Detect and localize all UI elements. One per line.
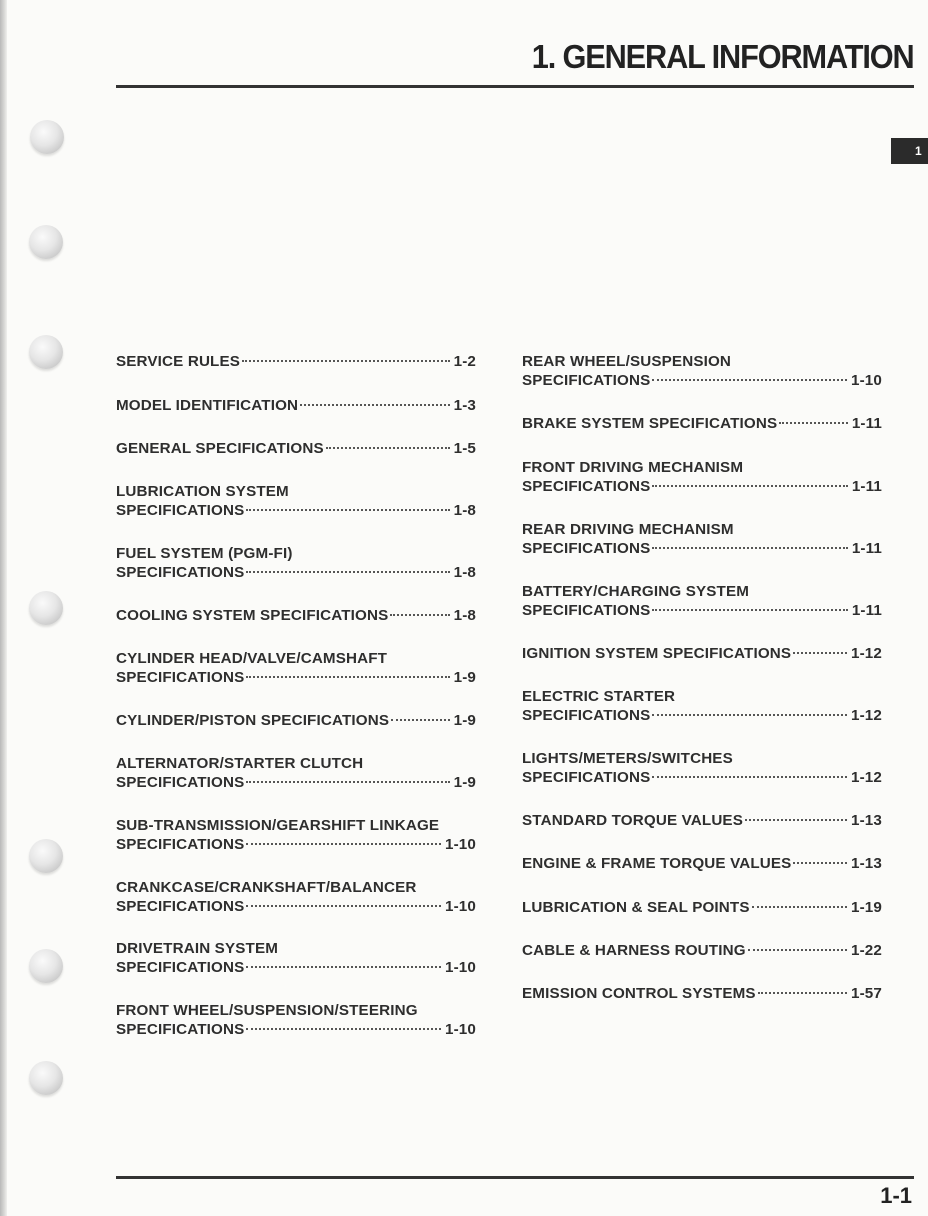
toc-entry-title-line1: LIGHTS/METERS/SWITCHES <box>522 750 733 767</box>
dot-leader <box>652 379 847 381</box>
toc-entry[interactable] <box>116 606 476 625</box>
toc-entry-title-line1: FRONT WHEEL/SUSPENSION/STEERING <box>116 1002 418 1019</box>
toc-entry-title: SPECIFICATIONS <box>116 1021 245 1038</box>
toc-entry-title: SPECIFICATIONS <box>522 769 651 786</box>
toc-entry-title-line1: CRANKCASE/CRANKSHAFT/BALANCER <box>116 879 417 896</box>
toc-entry-title: STANDARD TORQUE VALUES <box>522 812 743 829</box>
toc-entry-row <box>116 501 476 520</box>
toc-entry[interactable] <box>116 352 476 371</box>
dot-leader <box>246 781 449 783</box>
toc-entry[interactable] <box>522 898 882 917</box>
toc-entry[interactable] <box>522 984 882 1003</box>
toc-entry[interactable] <box>522 687 882 725</box>
toc-entry-title: SPECIFICATIONS <box>116 774 245 791</box>
toc-entry[interactable] <box>522 941 882 960</box>
toc-entry-row <box>116 352 476 371</box>
dot-leader <box>246 1028 441 1030</box>
dot-leader <box>652 547 847 549</box>
toc-entry-title: SPECIFICATIONS <box>116 898 245 915</box>
toc-entry-row <box>116 958 476 977</box>
toc-entry-row <box>522 477 882 496</box>
dot-leader <box>300 404 449 406</box>
toc-entry[interactable] <box>116 711 476 730</box>
toc-entry-row <box>522 539 882 558</box>
toc-entry-page: 1-9 <box>453 669 476 686</box>
toc-entry-title: SPECIFICATIONS <box>116 836 245 853</box>
dot-leader <box>652 714 847 716</box>
toc-entry-title: SPECIFICATIONS <box>522 602 651 619</box>
toc-entry-row <box>522 811 882 830</box>
dot-leader <box>246 509 449 511</box>
toc-entry-page: 1-10 <box>445 959 476 976</box>
toc-entry-page: 1-8 <box>453 607 476 624</box>
dot-leader <box>752 906 847 908</box>
dot-leader <box>652 776 847 778</box>
toc-entry-row <box>116 563 476 582</box>
toc-entry[interactable] <box>116 544 476 582</box>
toc-entry-page: 1-3 <box>453 397 476 414</box>
dot-leader <box>745 819 847 821</box>
toc-entry-title-line1: REAR DRIVING MECHANISM <box>522 521 734 538</box>
dot-leader <box>793 652 847 654</box>
toc-entry-page: 1-10 <box>445 836 476 853</box>
toc-entry-title-line1: FRONT DRIVING MECHANISM <box>522 459 744 476</box>
toc-entry-title: CABLE & HARNESS ROUTING <box>522 942 746 959</box>
toc-entry[interactable] <box>522 582 882 620</box>
dot-leader <box>242 360 450 362</box>
toc-entry-row <box>522 898 882 917</box>
toc-entry[interactable] <box>116 878 476 916</box>
toc-entry-title: SPECIFICATIONS <box>116 502 245 519</box>
toc-entry-row <box>522 706 882 725</box>
toc-entry-title: SPECIFICATIONS <box>522 707 651 724</box>
toc-entry-title-line1: ELECTRIC STARTER <box>522 688 676 705</box>
toc-entry[interactable] <box>116 482 476 520</box>
page-left-edge <box>0 0 7 1216</box>
toc-entry-title: SPECIFICATIONS <box>116 669 245 686</box>
binder-hole <box>29 1061 63 1095</box>
toc-entry-page: 1-12 <box>851 645 882 662</box>
toc-entry-page: 1-12 <box>851 707 882 724</box>
toc-entry[interactable] <box>116 754 476 792</box>
toc-entry-title: SPECIFICATIONS <box>116 959 245 976</box>
toc-entry-page: 1-8 <box>453 502 476 519</box>
dot-leader <box>391 719 449 721</box>
toc-entry-row <box>116 1020 476 1039</box>
toc-entry-row <box>522 414 882 433</box>
dot-leader <box>779 422 848 424</box>
toc-entry-page: 1-9 <box>453 774 476 791</box>
toc-entry[interactable] <box>522 458 882 496</box>
toc-entry[interactable] <box>116 939 476 977</box>
toc-entry-title-line1: FUEL SYSTEM (PGM-FI) <box>116 545 293 562</box>
toc-entry-row <box>522 854 882 873</box>
toc-entry[interactable] <box>116 816 476 854</box>
binder-hole <box>29 839 63 873</box>
toc-entry-page: 1-12 <box>851 769 882 786</box>
toc-entry[interactable] <box>116 1001 476 1039</box>
toc-entry-page: 1-10 <box>445 1021 476 1038</box>
toc-entry-title: CYLINDER/PISTON SPECIFICATIONS <box>116 712 390 729</box>
toc-entry-title: SPECIFICATIONS <box>522 478 651 495</box>
toc-entry-title-line1: CYLINDER HEAD/VALVE/CAMSHAFT <box>116 650 388 667</box>
toc-entry-page: 1-19 <box>851 899 882 916</box>
toc-entry-row <box>116 711 476 730</box>
toc-entry[interactable] <box>116 649 476 687</box>
dot-leader <box>246 966 441 968</box>
title-divider <box>116 85 914 88</box>
binder-hole <box>30 120 64 154</box>
toc-entry[interactable] <box>522 520 882 558</box>
toc-entry-row <box>116 396 476 415</box>
binder-hole <box>29 335 63 369</box>
page-number: 1-1 <box>880 1183 912 1208</box>
toc-entry-page: 1-2 <box>453 353 476 370</box>
toc-entry[interactable] <box>522 352 882 390</box>
dot-leader <box>246 571 449 573</box>
toc-entry[interactable] <box>522 811 882 830</box>
toc-entry-page: 1-10 <box>445 898 476 915</box>
toc-entry-title-line1: DRIVETRAIN SYSTEM <box>116 940 279 957</box>
toc-entry-title-line1: SUB-TRANSMISSION/GEARSHIFT LINKAGE <box>116 817 440 834</box>
binder-hole <box>29 949 63 983</box>
toc-entry-page: 1-22 <box>851 942 882 959</box>
toc-entry-title: GENERAL SPECIFICATIONS <box>116 440 324 457</box>
page-title: 1. GENERAL INFORMATION <box>532 38 914 75</box>
toc-entry-page: 1-11 <box>851 478 882 495</box>
toc-entry-title-line1: REAR WHEEL/SUSPENSION <box>522 353 732 370</box>
toc-entry-row <box>116 439 476 458</box>
toc-entry-title: IGNITION SYSTEM SPECIFICATIONS <box>522 645 792 662</box>
toc-entry-title: LUBRICATION & SEAL POINTS <box>522 899 750 916</box>
toc-entry[interactable] <box>522 854 882 873</box>
toc-entry[interactable] <box>116 396 476 415</box>
toc-entry-title: COOLING SYSTEM SPECIFICATIONS <box>116 607 389 624</box>
toc-entry-title-line1: ALTERNATOR/STARTER CLUTCH <box>116 755 364 772</box>
dot-leader <box>652 609 847 611</box>
toc-entry-title-line1: LUBRICATION SYSTEM <box>116 483 289 500</box>
binder-hole <box>29 591 63 625</box>
toc-entry-row <box>522 984 882 1003</box>
toc-entry-title: ENGINE & FRAME TORQUE VALUES <box>522 855 792 872</box>
toc-entry-page: 1-57 <box>851 985 882 1002</box>
dot-leader <box>758 992 847 994</box>
toc-entry-row <box>116 668 476 687</box>
toc-entry-page: 1-11 <box>851 602 882 619</box>
toc-entry-title: SERVICE RULES <box>116 353 241 370</box>
toc-entry-row <box>522 601 882 620</box>
toc-entry-page: 1-8 <box>453 564 476 581</box>
dot-leader <box>246 843 441 845</box>
dot-leader <box>326 447 450 449</box>
dot-leader <box>246 676 449 678</box>
toc-entry-title-line1: BATTERY/CHARGING SYSTEM <box>522 583 750 600</box>
toc-entry-page: 1-11 <box>851 540 882 557</box>
toc-entry-row <box>116 606 476 625</box>
dot-leader <box>390 614 449 616</box>
toc-entry-page: 1-9 <box>453 712 476 729</box>
toc-entry-row <box>116 773 476 792</box>
toc-entry-title: EMISSION CONTROL SYSTEMS <box>522 985 756 1002</box>
binder-hole <box>29 225 63 259</box>
dot-leader <box>652 485 847 487</box>
toc-entry-row <box>522 644 882 663</box>
toc-entry[interactable] <box>522 749 882 787</box>
dot-leader <box>793 862 847 864</box>
toc-entry-page: 1-10 <box>851 372 882 389</box>
dot-leader <box>246 905 441 907</box>
toc-entry-title: BRAKE SYSTEM SPECIFICATIONS <box>522 415 778 432</box>
toc-entry-row <box>522 941 882 960</box>
toc-entry-page: 1-5 <box>453 440 476 457</box>
toc-entry-row <box>116 897 476 916</box>
dot-leader <box>748 949 847 951</box>
toc-entry[interactable] <box>522 644 882 663</box>
toc-entry-page: 1-13 <box>851 855 882 872</box>
toc-entry-title: MODEL IDENTIFICATION <box>116 397 299 414</box>
toc-entry[interactable] <box>522 414 882 433</box>
toc-entry-title: SPECIFICATIONS <box>522 540 651 557</box>
toc-entry-row <box>522 371 882 390</box>
toc-entry-row <box>522 768 882 787</box>
toc-entry-title: SPECIFICATIONS <box>116 564 245 581</box>
toc-entry[interactable] <box>116 439 476 458</box>
toc-entry-page: 1-13 <box>851 812 882 829</box>
toc-entry-title: SPECIFICATIONS <box>522 372 651 389</box>
footer-divider <box>116 1176 914 1179</box>
chapter-tab: 1 <box>891 138 928 164</box>
toc-entry-row <box>116 835 476 854</box>
toc-entry-page: 1-11 <box>851 415 882 432</box>
